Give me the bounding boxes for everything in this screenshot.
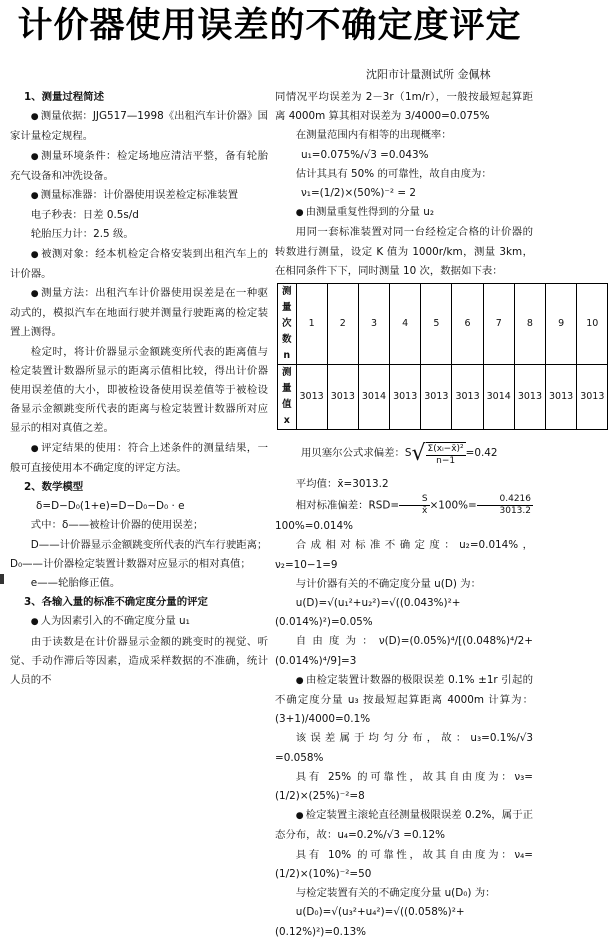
text: 测量标准器：计价器使用误差检定标准装置 (40, 189, 239, 202)
table-cell: 3013 (296, 365, 327, 430)
paragraph (10, 612, 268, 632)
paragraph (275, 671, 533, 730)
measurement-table (277, 283, 608, 430)
equation: 自由度为：ν(D)=(0.05%)⁴/[(0.048%)⁴/2+(0.014%)⁴/9]=3 (275, 635, 533, 667)
section-3-heading: 3、各输入量的标准不确定度分量的评定 (24, 596, 208, 609)
section-2-heading: 2、数学模型 (24, 481, 84, 494)
paragraph (10, 107, 268, 146)
table-cell: 3013 (390, 365, 421, 430)
paragraph: 检定时，将计价器显示金额跳变所代表的距离值与检定装置计数器所显示的距离示值相比较，得出计价器使用误差值的大小，即被检设备使用误差值等于被检设备显示金额跳变所代表的距离与检定装置计数器所对应显示的相对真值之差。 (10, 345, 268, 435)
bullet-icon: ● (30, 617, 39, 628)
bessel-formula (275, 433, 533, 475)
equation: u₁=0.075%/√3 =0.043% (301, 148, 429, 161)
paragraph: D——计价器显示金额跳变所代表的汽车行驶距离； (30, 538, 268, 551)
left-column (10, 88, 268, 690)
table-cell: 2 (327, 284, 358, 365)
paragraph (275, 203, 533, 223)
numerator: Σ(xᵢ−x̄)² (427, 443, 464, 454)
bullet-icon: ● (30, 112, 39, 123)
table-header-cell: 测量次数 n (278, 284, 297, 365)
scan-edge-mark (0, 574, 4, 584)
rsd-formula (275, 494, 533, 536)
bullet-icon: ● (295, 675, 304, 686)
sqrt-sign-icon: √ (411, 441, 426, 467)
text: 被测对象：经本机检定合格安装到出租汽车上的计价器。 (10, 247, 268, 280)
table-row (278, 284, 608, 365)
paragraph (275, 806, 533, 845)
text: 测量依据：JJG517—1998《出租汽车计价器》国家计量检定规程。 (10, 110, 268, 143)
table-cell: 3013 (514, 365, 545, 430)
right-column (275, 88, 605, 942)
table-cell: 3 (358, 284, 389, 365)
equation: u(D₀)=√(u₃²+u₄²)=√((0.058%)²+(0.12%)²)=0.13% (275, 906, 465, 938)
sqrt-expression (412, 442, 466, 467)
bullet-icon: ● (295, 811, 304, 822)
paragraph: 由于读数是在计价器显示金额的跳变时的视觉、听觉、手动作滞后等因素，造成采样数据的不准确，统计人员的不 (10, 635, 268, 687)
paragraph: 具有 10% 的可靠性，故其自由度为：ν₄=(1/2)×(10%)⁻²=50 (275, 848, 533, 880)
paragraph: 与检定装置有关的不确定度分量 u(D₀) 为： (295, 887, 496, 900)
text: 人为因素引入的不确定度分量 u₁ (40, 615, 190, 628)
math-model: δ=D−D₀(1+e)=D−D₀−D₀ · e (36, 500, 185, 513)
paragraph (10, 284, 268, 343)
equation: ν₁=(1/2)×(50%)⁻² = 2 (301, 187, 416, 200)
formula-text: 100%=0.014% (275, 520, 354, 533)
fraction (399, 494, 430, 517)
formula-label: 用贝塞尔公式求偏差：S (301, 447, 412, 460)
paragraph (10, 186, 268, 206)
paragraph: 式中：δ——被检计价器的使用误差； (30, 519, 204, 532)
denominator: 3013.2 (499, 506, 531, 517)
paragraph: 电子秒表：日差 0.5s/d (30, 209, 139, 222)
article-title: 计价器使用误差的不确定度评定 (17, 6, 522, 46)
table-cell: 3014 (358, 365, 389, 430)
text: 由检定装置计数器的极限误差 0.1% ±1r 引起的不确定度分量 u₃ 按最短起算距离 4000m 计算为：(3+1)/4000=0.1% (275, 673, 533, 726)
text: 评定结果的使用：符合上述条件的测量结果，一般可直接使用本不确定度的评定方法。 (10, 441, 268, 474)
paragraph: 与计价器有关的不确定度分量 u(D) 为： (295, 577, 481, 590)
paragraph: 轮胎压力计：2.5 级。 (30, 228, 134, 241)
table-cell: 9 (546, 284, 577, 365)
paragraph: 估计其具有 50% 的可靠性，故自由度为： (295, 167, 492, 180)
bullet-icon: ● (30, 151, 40, 162)
table-cell: 3013 (327, 365, 358, 430)
paragraph: 平均值：x̄=3013.2 (295, 478, 389, 491)
table-header-cell: 测量值 x (278, 365, 297, 430)
formula-label: 相对标准偏差：RSD= (295, 499, 400, 512)
paragraph: 用同一套标准装置对同一台经检定合格的计价器的转数进行测量，设定 K 值为 1000r/km，测量 3km，在相同条件下下，同时测量 10 次，数据如下表： (275, 226, 533, 277)
paragraph (10, 245, 268, 284)
paragraph: 具有 25% 的可靠性，故其自由度为：ν₃=(1/2)×(25%)⁻²=8 (275, 770, 533, 803)
table-cell: 1 (296, 284, 327, 365)
fraction (426, 442, 466, 467)
paragraph: 该误差属于均匀分布，故：u₃=0.1%/√3 =0.058% (275, 732, 533, 764)
text: 由测量重复性得到的分量 u₂ (305, 206, 435, 219)
table-cell: 5 (421, 284, 452, 365)
denominator: x̄ (422, 506, 428, 517)
denominator: n−1 (436, 455, 456, 466)
numerator: 0.4216 (477, 494, 533, 506)
paragraph (10, 439, 268, 478)
formula-result: =0.42 (465, 447, 498, 460)
paragraph (10, 147, 268, 186)
section-1-heading: 1、测量过程简述 (24, 91, 104, 103)
table-cell: 3013 (421, 365, 452, 430)
table-cell: 7 (483, 284, 514, 365)
text: 测量环境条件：检定场地应清洁平整，备有轮胎充气设备和冲洗设备。 (10, 149, 268, 182)
equation: u(D)=√(u₁²+u₂²)=√((0.043%)²+(0.014%)²)=0.05% (275, 597, 461, 629)
paragraph: 同情况平均误差为 2－3r（1m/r），一般按最短起算距离 4000m 算其相对误差为 3/4000=0.075% (275, 91, 533, 123)
fraction (477, 494, 533, 517)
paragraph: 在测量范围内有相等的出现概率： (295, 129, 452, 142)
bullet-icon: ● (30, 289, 40, 300)
table-cell: 6 (452, 284, 483, 365)
table-cell: 3014 (483, 365, 514, 430)
table-cell: 4 (390, 284, 421, 365)
bullet-icon: ● (30, 249, 40, 260)
bullet-icon: ● (30, 443, 40, 454)
text: 测量方法：出租汽车计价器使用误差是在一种驱动式的，模拟汽车在地面行驶并测量行驶距离的检定装置上测得。 (10, 287, 268, 339)
author-line: 沈阳市计量测试所 金佩林 (366, 68, 491, 81)
formula-text: ×100%= (429, 499, 477, 512)
table-cell: 3013 (452, 365, 483, 430)
paragraph: e——轮胎修正值。 (30, 577, 121, 590)
table-cell: 8 (514, 284, 545, 365)
paragraph: D₀——计价器检定装置计数器对应显示的相对真值； (10, 557, 251, 570)
table-row (278, 365, 608, 430)
table-cell: 10 (577, 284, 608, 365)
text: 检定装置主滚轮直径测量极限误差 0.2%，属于正态分布，故：u₄=0.2%/√3 =0.12% (275, 809, 534, 842)
numerator: S (399, 494, 430, 506)
bullet-icon: ● (295, 208, 304, 219)
paragraph: 合成相对标准不确定度：u₂=0.014%，ν₂=10−1=9 (275, 539, 533, 571)
bullet-icon: ● (30, 191, 39, 202)
table-cell: 3013 (577, 365, 608, 430)
table-cell: 3013 (546, 365, 577, 430)
